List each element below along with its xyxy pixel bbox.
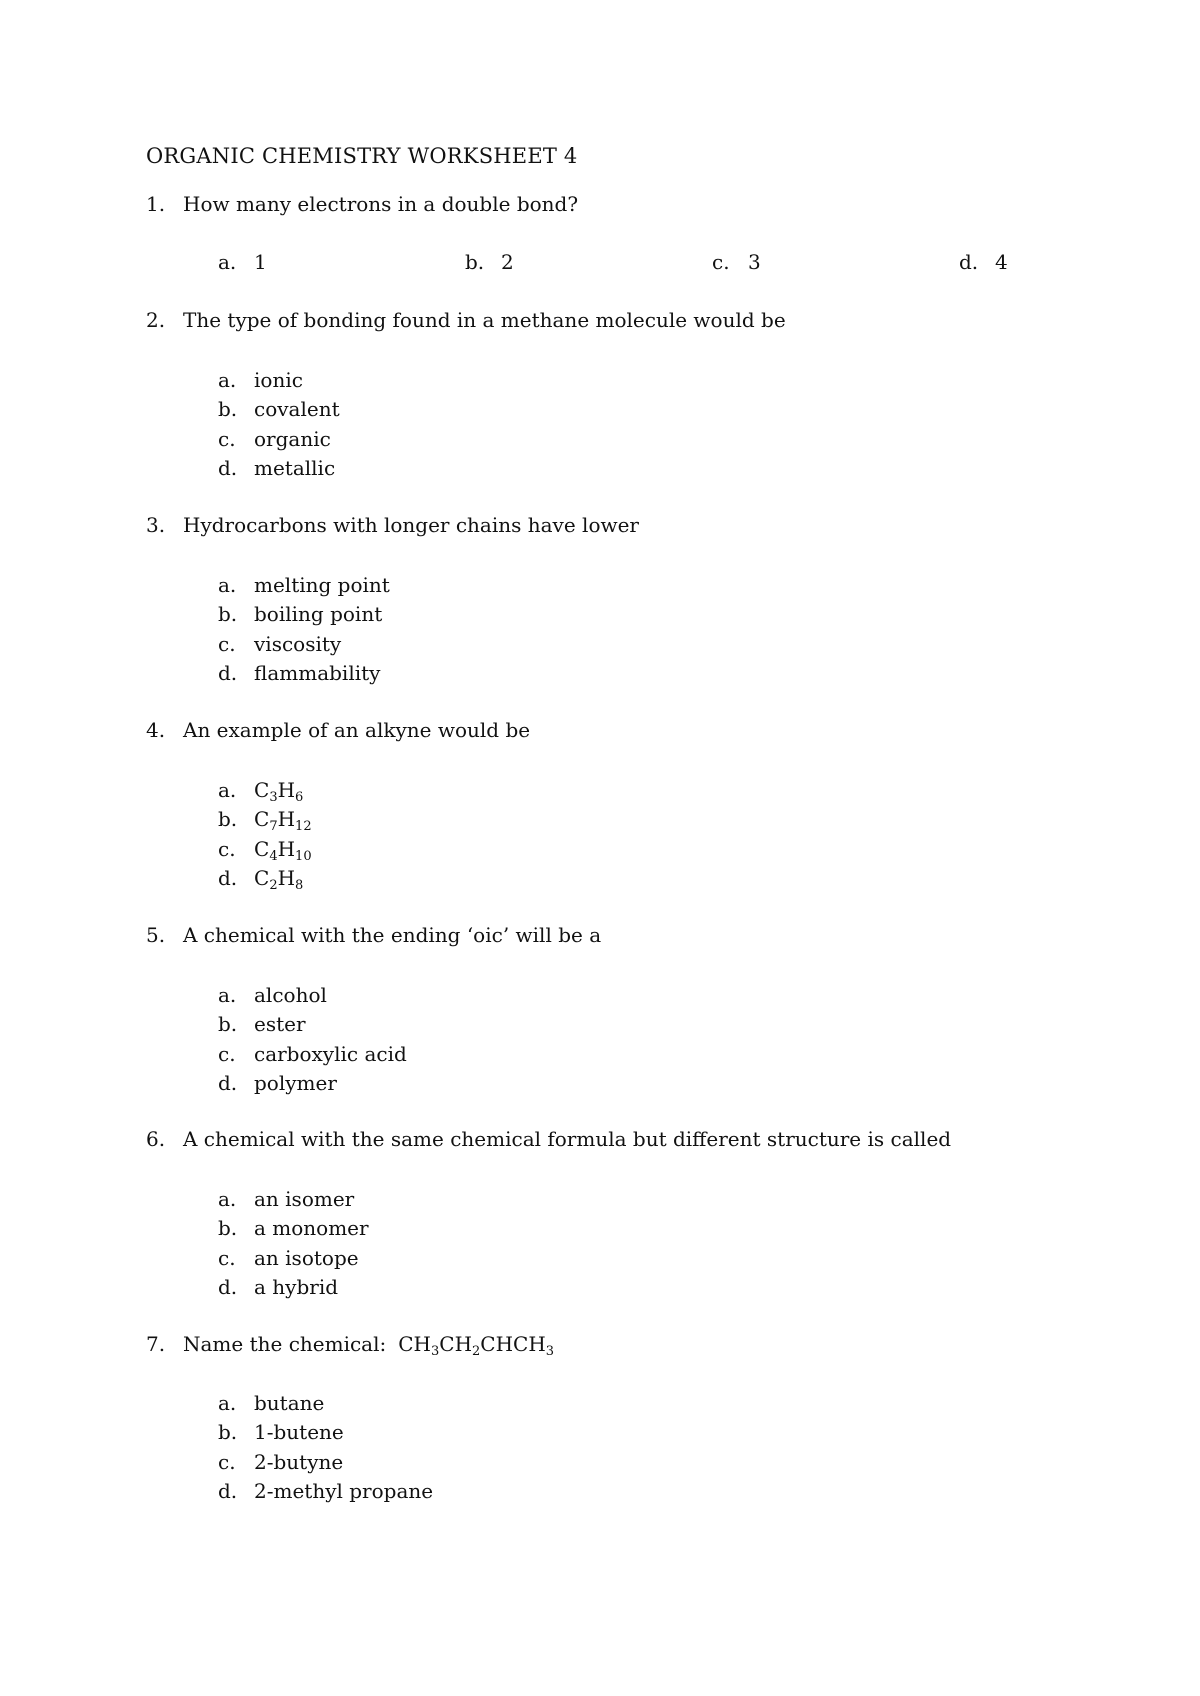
question-6-options	[218, 1185, 369, 1302]
option-text: boiling point	[254, 602, 383, 627]
option-a	[218, 1389, 433, 1418]
question-4-options	[218, 776, 312, 893]
question-number: 1.	[146, 192, 166, 216]
element-symbol: H	[277, 778, 296, 802]
question-text: Hydrocarbons with longer chains have lower	[183, 513, 639, 537]
option-text: 1	[254, 250, 267, 274]
question-7	[146, 1332, 555, 1359]
option-letter: b.	[218, 397, 238, 422]
option-text: ester	[254, 1012, 306, 1037]
chemical-formula	[254, 807, 312, 835]
option-letter: c.	[218, 1449, 236, 1474]
subscript: 12	[295, 819, 312, 835]
option-letter: c.	[218, 1041, 236, 1066]
element-symbol: H	[277, 836, 296, 861]
question-7-options	[218, 1389, 433, 1506]
question-5-options	[218, 981, 407, 1098]
question-2-options	[218, 366, 340, 483]
chemical-formula	[398, 1332, 555, 1359]
subscript: 3	[545, 1344, 555, 1359]
option-text: carboxylic acid	[254, 1041, 407, 1066]
option-text: a hybrid	[254, 1274, 339, 1299]
option-c	[218, 630, 390, 659]
question-number: 5.	[146, 923, 166, 947]
option-letter: a.	[218, 983, 237, 1007]
option-text: 2-methyl propane	[254, 1478, 434, 1503]
option-letter: c.	[218, 631, 236, 656]
option-letter: d.	[218, 455, 238, 480]
option-letter: b.	[218, 807, 238, 832]
subscript: 6	[295, 790, 304, 805]
option-text: 2-butyne	[254, 1449, 344, 1474]
option-text: 2	[501, 250, 514, 274]
option-text: 1-butene	[254, 1420, 344, 1445]
option-text: an isomer	[254, 1187, 355, 1211]
option-text: polymer	[254, 1070, 337, 1095]
subscript: 8	[295, 877, 304, 893]
option-c	[218, 1244, 369, 1273]
subscript: 2	[472, 1344, 481, 1359]
option-text: melting point	[254, 573, 390, 597]
option-c	[218, 835, 312, 864]
option-text: an isotope	[254, 1245, 359, 1270]
question-text: Name the chemical:	[183, 1332, 387, 1356]
option-d	[218, 1069, 407, 1098]
chemical-formula	[254, 778, 304, 805]
option-text: alcohol	[254, 983, 327, 1007]
option-text: ionic	[254, 368, 303, 392]
option-text: butane	[254, 1391, 325, 1415]
option-d	[218, 1477, 433, 1506]
formula-group: CH	[398, 1332, 431, 1356]
question-3-options	[218, 571, 390, 688]
option-letter: c.	[712, 250, 730, 274]
option-text: a monomer	[254, 1216, 369, 1241]
option-a	[218, 776, 312, 805]
option-letter: d.	[218, 865, 238, 890]
question-text: The type of bonding found in a methane molecule would be	[183, 308, 786, 332]
subscript: 3	[269, 790, 278, 805]
option-b	[218, 395, 340, 424]
option-text: covalent	[254, 397, 340, 422]
option-b	[218, 1214, 369, 1243]
option-letter: b.	[218, 602, 238, 627]
option-d	[218, 1273, 369, 1302]
question-number: 3.	[146, 513, 166, 537]
option-letter: a.	[218, 778, 237, 802]
option-letter: d.	[959, 250, 979, 274]
option-letter: c.	[218, 836, 236, 861]
element-symbol: C	[254, 807, 270, 832]
question-6	[146, 1127, 951, 1151]
option-b	[218, 600, 390, 629]
option-letter: a.	[218, 1391, 237, 1415]
subscript: 4	[269, 848, 278, 864]
option-a	[218, 571, 390, 600]
option-c	[218, 425, 340, 454]
option-text: flammability	[254, 660, 381, 685]
option-d	[218, 864, 312, 893]
element-symbol: C	[254, 865, 270, 890]
element-symbol: H	[277, 865, 296, 890]
option-a	[218, 1185, 369, 1214]
option-text: 3	[748, 250, 761, 274]
option-letter: c.	[218, 1245, 236, 1270]
option-c	[218, 1448, 433, 1477]
question-number: 2.	[146, 308, 166, 332]
option-b	[218, 805, 312, 834]
question-5	[146, 923, 601, 947]
option-c	[218, 1040, 407, 1069]
element-symbol: C	[254, 778, 270, 802]
option-letter: d.	[218, 660, 238, 685]
question-text: A chemical with the same chemical formula but different structure is called	[183, 1127, 952, 1151]
formula-group: CHCH	[480, 1332, 546, 1356]
option-a	[218, 366, 340, 395]
question-number: 6.	[146, 1127, 166, 1151]
formula-group: CH	[439, 1332, 473, 1356]
option-d	[218, 659, 390, 688]
chemical-formula	[254, 865, 304, 893]
option-text: organic	[254, 426, 331, 451]
option-b	[218, 1418, 433, 1447]
option-d	[959, 250, 1008, 274]
option-b	[218, 1010, 407, 1039]
subscript: 10	[295, 848, 312, 864]
option-letter: b.	[218, 1216, 238, 1241]
option-d	[218, 454, 340, 483]
element-symbol: H	[277, 807, 296, 832]
option-text: metallic	[254, 455, 336, 480]
option-letter: d.	[218, 1070, 238, 1095]
option-letter: a.	[218, 573, 237, 597]
question-number: 7.	[146, 1332, 166, 1356]
worksheet-title: ORGANIC CHEMISTRY WORKSHEET 4	[146, 144, 578, 168]
option-b	[465, 250, 514, 274]
option-text: 4	[995, 250, 1008, 274]
question-text: How many electrons in a double bond?	[183, 192, 579, 216]
question-4	[146, 718, 530, 742]
subscript: 2	[269, 877, 278, 893]
option-text: viscosity	[254, 631, 342, 656]
option-letter: a.	[218, 368, 237, 392]
option-letter: d.	[218, 1478, 238, 1503]
chemical-formula	[254, 836, 312, 864]
subscript: 7	[269, 819, 278, 835]
question-number: 4.	[146, 718, 166, 742]
subscript: 3	[430, 1344, 440, 1359]
option-letter: b.	[218, 1012, 238, 1037]
option-letter: b.	[465, 250, 485, 274]
question-1	[146, 192, 578, 216]
element-symbol: C	[254, 836, 270, 861]
option-letter: a.	[218, 1187, 237, 1211]
question-2	[146, 308, 786, 332]
option-a	[218, 981, 407, 1010]
option-letter: a.	[218, 250, 237, 274]
option-letter: c.	[218, 426, 236, 451]
question-text: A chemical with the ending ‘oic’ will be a	[183, 923, 602, 947]
option-c	[712, 250, 761, 274]
option-a	[218, 250, 267, 274]
option-letter: d.	[218, 1274, 238, 1299]
question-text: An example of an alkyne would be	[183, 718, 531, 742]
question-3	[146, 513, 639, 537]
option-letter: b.	[218, 1420, 238, 1445]
